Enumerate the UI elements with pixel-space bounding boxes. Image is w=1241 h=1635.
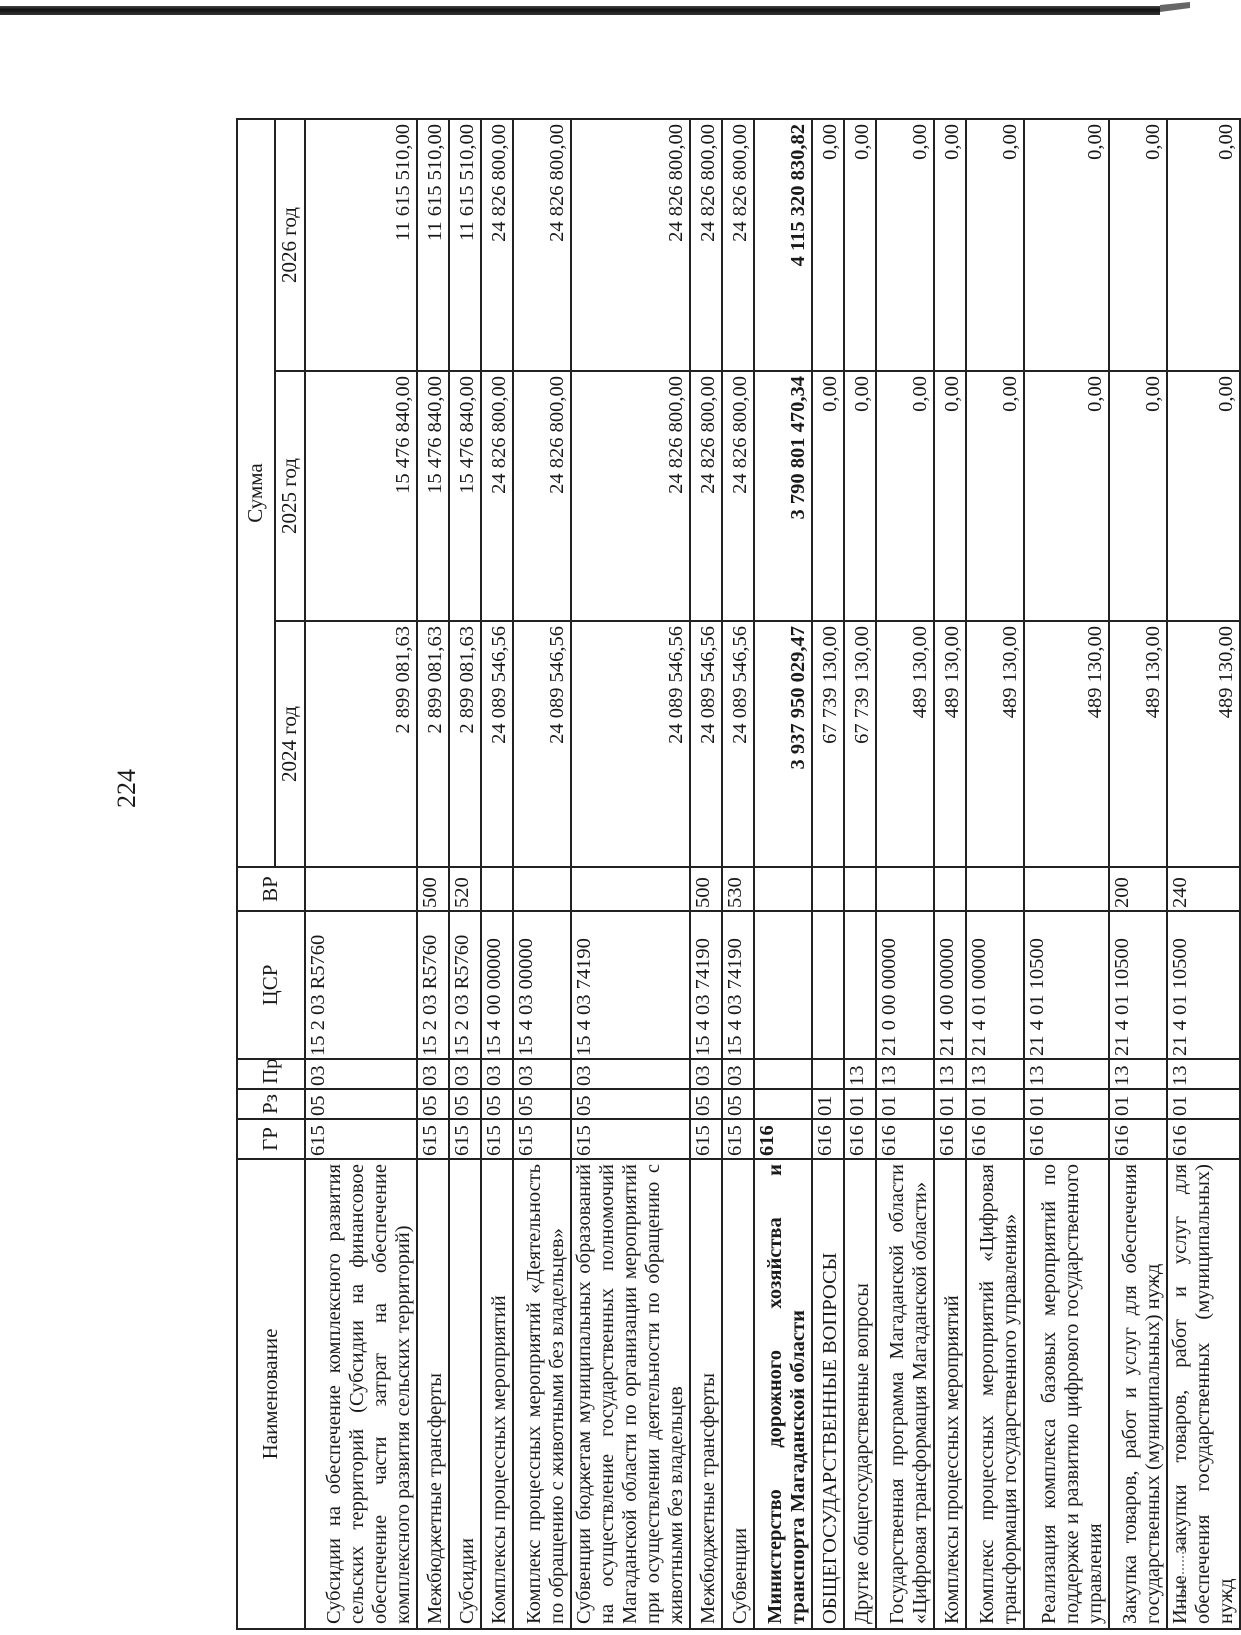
table-row <box>876 119 934 1629</box>
row-csr-cell: 21 4 01 10500 <box>1024 911 1109 1059</box>
table-row <box>305 119 417 1629</box>
row-2024-cell: 489 130,00 <box>934 621 966 867</box>
row-rz-cell: 01 <box>1167 1089 1240 1119</box>
row-pr-cell: 13 <box>1109 1059 1167 1089</box>
row-vr-cell <box>1024 867 1109 911</box>
row-2024-cell: 489 130,00 <box>966 621 1024 867</box>
table-row <box>754 119 812 1629</box>
row-2025-cell: 3 790 801 470,34 <box>754 371 812 621</box>
row-gr-cell: 616 <box>966 1119 1024 1159</box>
row-rz-cell: 05 <box>449 1089 481 1119</box>
row-vr-cell: 530 <box>722 867 754 911</box>
table-row <box>513 119 571 1629</box>
row-pr-cell: 03 <box>571 1059 690 1089</box>
row-csr-cell: 21 4 01 10500 <box>1167 911 1240 1059</box>
row-gr-cell: 616 <box>1109 1119 1167 1159</box>
row-name-cell: Межбюджетные трансферты <box>417 1159 449 1629</box>
header-csr: ЦСР <box>237 911 305 1059</box>
row-name-cell: ОБЩЕГОСУДАРСТВЕННЫЕ ВОПРОСЫ <box>812 1159 844 1629</box>
row-gr-cell: 615 <box>305 1119 417 1159</box>
row-vr-cell <box>966 867 1024 911</box>
row-2026-cell: 11 615 510,00 <box>417 119 449 371</box>
row-pr-cell: 03 <box>690 1059 722 1089</box>
row-2026-cell: 11 615 510,00 <box>305 119 417 371</box>
row-vr-cell <box>513 867 571 911</box>
row-csr-cell: 21 4 01 10500 <box>1109 911 1167 1059</box>
table-header <box>237 119 305 1629</box>
row-csr-cell: 15 4 03 74190 <box>571 911 690 1059</box>
row-rz-cell: 01 <box>966 1089 1024 1119</box>
row-vr-cell: 520 <box>449 867 481 911</box>
row-pr-cell: 13 <box>934 1059 966 1089</box>
row-rz-cell: 05 <box>722 1089 754 1119</box>
row-gr-cell: 616 <box>754 1119 812 1159</box>
row-2024-cell: 489 130,00 <box>876 621 934 867</box>
row-rz-cell: 05 <box>690 1089 722 1119</box>
row-2024-cell: 3 937 950 029,47 <box>754 621 812 867</box>
row-pr-cell: 03 <box>449 1059 481 1089</box>
row-2026-cell: 24 826 800,00 <box>513 119 571 371</box>
row-2026-cell: 0,00 <box>934 119 966 371</box>
header-2025: 2025 год <box>275 371 305 621</box>
table-row <box>844 119 876 1629</box>
row-pr-cell: 03 <box>417 1059 449 1089</box>
row-2024-cell: 489 130,00 <box>1167 621 1240 867</box>
table-body <box>305 119 1240 1629</box>
rotated-table-container <box>236 120 1237 1630</box>
row-2024-cell: 24 089 546,56 <box>690 621 722 867</box>
row-name-cell: Иные закупки товаров, работ и услуг для обеспечения государственных (муниципальных) нужд <box>1167 1159 1240 1629</box>
row-csr-cell <box>812 911 844 1059</box>
table-row <box>449 119 481 1629</box>
row-name-cell: Комплекс процессных мероприятий «Деятельность по обращению с животными без владельцев» <box>513 1159 571 1629</box>
row-vr-cell: 500 <box>690 867 722 911</box>
row-gr-cell: 615 <box>571 1119 690 1159</box>
row-name-cell: Другие общегосударственные вопросы <box>844 1159 876 1629</box>
row-2025-cell: 0,00 <box>966 371 1024 621</box>
row-2025-cell: 0,00 <box>1024 371 1109 621</box>
row-2024-cell: 24 089 546,56 <box>481 621 513 867</box>
row-2025-cell: 24 826 800,00 <box>690 371 722 621</box>
row-vr-cell <box>305 867 417 911</box>
row-pr-cell: 13 <box>966 1059 1024 1089</box>
page-number: 224 <box>112 769 141 808</box>
row-2025-cell: 0,00 <box>876 371 934 621</box>
table-row <box>417 119 449 1629</box>
row-2026-cell: 0,00 <box>812 119 844 371</box>
table-row <box>966 119 1024 1629</box>
row-csr-cell: 15 2 03 R5760 <box>417 911 449 1059</box>
row-2026-cell: 11 615 510,00 <box>449 119 481 371</box>
row-2026-cell: 0,00 <box>876 119 934 371</box>
row-gr-cell: 616 <box>876 1119 934 1159</box>
row-name-cell: Субсидии <box>449 1159 481 1629</box>
row-vr-cell: 240 <box>1167 867 1240 911</box>
budget-table <box>236 118 1241 1630</box>
row-2025-cell: 24 826 800,00 <box>513 371 571 621</box>
header-pr: Пр <box>237 1059 305 1089</box>
row-csr-cell <box>844 911 876 1059</box>
row-gr-cell: 616 <box>1167 1119 1240 1159</box>
row-2025-cell: 24 826 800,00 <box>722 371 754 621</box>
row-csr-cell: 15 4 03 74190 <box>690 911 722 1059</box>
header-vr: ВР <box>237 867 305 911</box>
row-2026-cell: 24 826 800,00 <box>722 119 754 371</box>
row-2024-cell: 24 089 546,56 <box>513 621 571 867</box>
table-row <box>571 119 690 1629</box>
row-rz-cell: 05 <box>481 1089 513 1119</box>
row-pr-cell <box>754 1059 812 1089</box>
header-rz: Рз <box>237 1089 305 1119</box>
table-row <box>481 119 513 1629</box>
row-gr-cell: 615 <box>481 1119 513 1159</box>
row-csr-cell: 15 4 03 74190 <box>722 911 754 1059</box>
row-gr-cell: 616 <box>1024 1119 1109 1159</box>
header-2024: 2024 год <box>275 621 305 867</box>
row-vr-cell: 200 <box>1109 867 1167 911</box>
row-name-cell: Государственная программа Магаданской области «Цифровая трансформация Магаданской области» <box>876 1159 934 1629</box>
scan-edge-bar <box>0 6 1160 15</box>
row-rz-cell: 01 <box>1024 1089 1109 1119</box>
row-vr-cell: 500 <box>417 867 449 911</box>
row-rz-cell: 01 <box>934 1089 966 1119</box>
row-2026-cell: 0,00 <box>966 119 1024 371</box>
scan-edge-mark <box>1160 2 1190 12</box>
row-pr-cell: 13 <box>1167 1059 1240 1089</box>
row-2024-cell: 2 899 081,63 <box>305 621 417 867</box>
row-2026-cell: 4 115 320 830,82 <box>754 119 812 371</box>
row-gr-cell: 615 <box>417 1119 449 1159</box>
row-rz-cell: 05 <box>571 1089 690 1119</box>
row-2026-cell: 0,00 <box>844 119 876 371</box>
row-2026-cell: 24 826 800,00 <box>571 119 690 371</box>
row-rz-cell: 01 <box>1109 1089 1167 1119</box>
table-row <box>690 119 722 1629</box>
row-csr-cell: 21 4 01 00000 <box>966 911 1024 1059</box>
row-vr-cell <box>754 867 812 911</box>
row-gr-cell: 615 <box>449 1119 481 1159</box>
row-2026-cell: 0,00 <box>1024 119 1109 371</box>
row-pr-cell: 03 <box>722 1059 754 1089</box>
row-vr-cell <box>481 867 513 911</box>
row-name-cell: Межбюджетные трансферты <box>690 1159 722 1629</box>
row-rz-cell: 05 <box>513 1089 571 1119</box>
row-vr-cell <box>571 867 690 911</box>
row-name-cell: Комплексы процессных мероприятий <box>481 1159 513 1629</box>
row-name-cell: Субсидии на обеспечение комплексного развития сельских территорий (Субсидии на финансовое обеспечение части затрат на обеспечение комплексного развития сельских территорий) <box>305 1159 417 1629</box>
table-row <box>1109 119 1167 1629</box>
row-2024-cell: 489 130,00 <box>1109 621 1167 867</box>
header-sum: Сумма <box>237 119 275 867</box>
table-row <box>934 119 966 1629</box>
row-csr-cell: 15 4 00 00000 <box>481 911 513 1059</box>
table-row <box>1024 119 1109 1629</box>
row-csr-cell: 15 2 03 R5760 <box>305 911 417 1059</box>
row-pr-cell: 13 <box>876 1059 934 1089</box>
row-2024-cell: 24 089 546,56 <box>571 621 690 867</box>
row-gr-cell: 615 <box>690 1119 722 1159</box>
row-csr-cell: 21 0 00 00000 <box>876 911 934 1059</box>
row-rz-cell: 01 <box>844 1089 876 1119</box>
row-name-cell: Комплексы процессных мероприятий <box>934 1159 966 1629</box>
header-gr: ГР <box>237 1119 305 1159</box>
row-pr-cell: 03 <box>513 1059 571 1089</box>
row-2025-cell: 15 476 840,00 <box>449 371 481 621</box>
row-vr-cell <box>876 867 934 911</box>
row-2026-cell: 0,00 <box>1109 119 1167 371</box>
row-2025-cell: 0,00 <box>1167 371 1240 621</box>
row-2025-cell: 15 476 840,00 <box>417 371 449 621</box>
row-2025-cell: 24 826 800,00 <box>571 371 690 621</box>
row-vr-cell <box>812 867 844 911</box>
row-2024-cell: 67 739 130,00 <box>812 621 844 867</box>
row-2024-cell: 2 899 081,63 <box>449 621 481 867</box>
row-csr-cell <box>754 911 812 1059</box>
row-2025-cell: 0,00 <box>1109 371 1167 621</box>
row-pr-cell: 03 <box>305 1059 417 1089</box>
row-2025-cell: 15 476 840,00 <box>305 371 417 621</box>
row-vr-cell <box>934 867 966 911</box>
row-csr-cell: 15 2 03 R5760 <box>449 911 481 1059</box>
row-name-cell: Субвенции бюджетам муниципальных образований на осуществление государственных полномочий Магаданской области по организации мероприятий при осуществлении деятельности по обращению с животными без владельцев <box>571 1159 690 1629</box>
row-2025-cell: 0,00 <box>844 371 876 621</box>
row-pr-cell: 03 <box>481 1059 513 1089</box>
table-row <box>1167 119 1240 1629</box>
row-csr-cell: 21 4 00 00000 <box>934 911 966 1059</box>
row-pr-cell <box>812 1059 844 1089</box>
row-rz-cell: 01 <box>876 1089 934 1119</box>
row-rz-cell: 05 <box>305 1089 417 1119</box>
row-name-cell: Закупка товаров, работ и услуг для обеспечения государственных (муниципальных) нужд <box>1109 1159 1167 1629</box>
row-rz-cell: 05 <box>417 1089 449 1119</box>
row-pr-cell: 13 <box>844 1059 876 1089</box>
row-2024-cell: 2 899 081,63 <box>417 621 449 867</box>
row-pr-cell: 13 <box>1024 1059 1109 1089</box>
row-2025-cell: 24 826 800,00 <box>481 371 513 621</box>
row-gr-cell: 616 <box>934 1119 966 1159</box>
table-row <box>812 119 844 1629</box>
row-gr-cell: 615 <box>513 1119 571 1159</box>
row-2026-cell: 0,00 <box>1167 119 1240 371</box>
row-csr-cell: 15 4 03 00000 <box>513 911 571 1059</box>
row-gr-cell: 616 <box>844 1119 876 1159</box>
row-2025-cell: 0,00 <box>812 371 844 621</box>
row-2024-cell: 489 130,00 <box>1024 621 1109 867</box>
row-name-cell: Субвенции <box>722 1159 754 1629</box>
row-2024-cell: 24 089 546,56 <box>722 621 754 867</box>
row-vr-cell <box>844 867 876 911</box>
row-2026-cell: 24 826 800,00 <box>690 119 722 371</box>
header-name: Наименование <box>237 1159 305 1629</box>
row-2025-cell: 0,00 <box>934 371 966 621</box>
table-row <box>722 119 754 1629</box>
row-2026-cell: 24 826 800,00 <box>481 119 513 371</box>
row-gr-cell: 615 <box>722 1119 754 1159</box>
row-name-cell: Министерство дорожного хозяйства и транспорта Магаданской области <box>754 1159 812 1629</box>
header-2026: 2026 год <box>275 119 305 371</box>
row-name-cell: Комплекс процессных мероприятий «Цифровая трансформация государственного управления» <box>966 1159 1024 1629</box>
row-rz-cell: 01 <box>812 1089 844 1119</box>
row-gr-cell: 616 <box>812 1119 844 1159</box>
row-2024-cell: 67 739 130,00 <box>844 621 876 867</box>
row-name-cell: Реализация комплекса базовых мероприятий по поддержке и развитию цифрового государственного управления <box>1024 1159 1109 1629</box>
row-rz-cell <box>754 1089 812 1119</box>
